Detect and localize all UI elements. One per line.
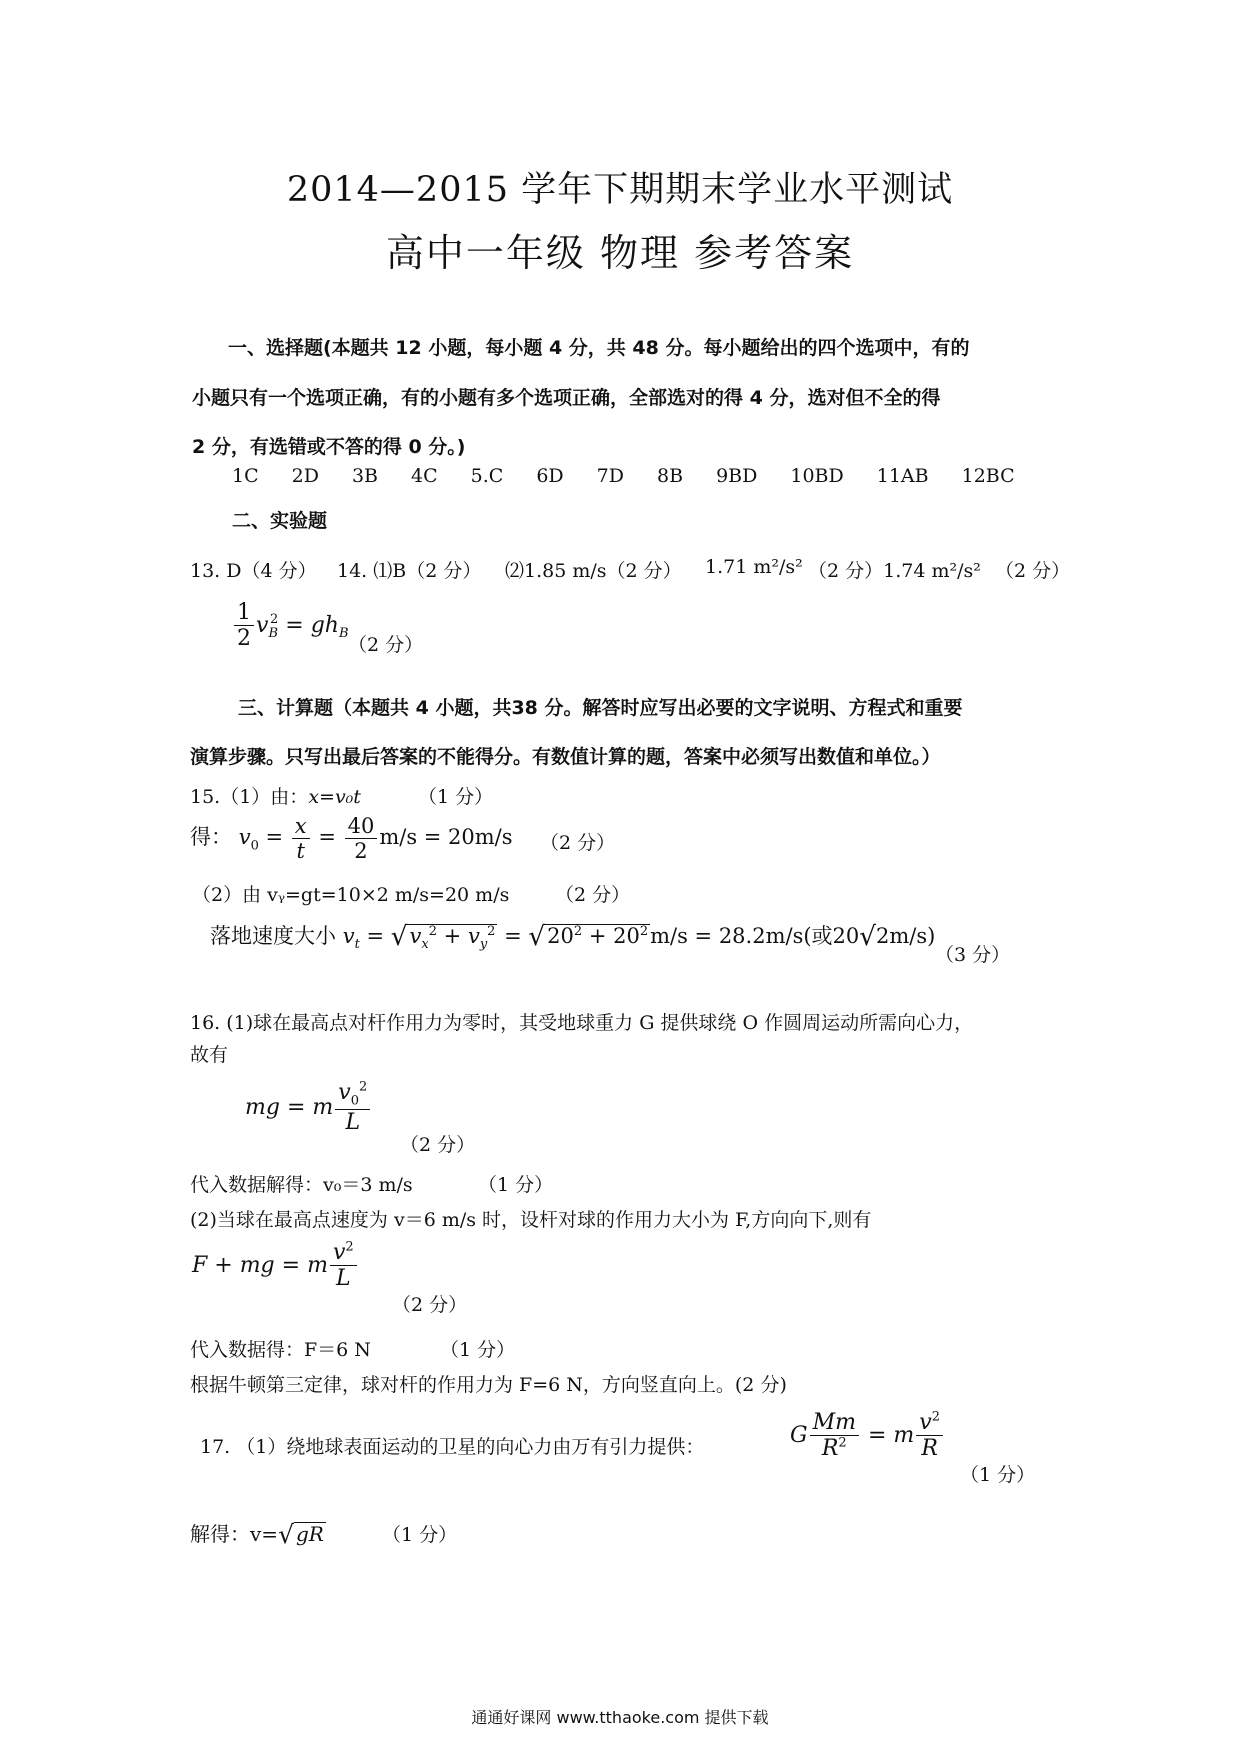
q15-step4: 落地速度大小 $v_t = √v_x^2 + v_y^2 = √20^2 + 20^2m/s = 28.2m/s$(或20√2m/s) — [210, 922, 936, 953]
page-subtitle: 高中一年级 物理 参考答案 — [385, 231, 855, 275]
section3-heading-line1: 三、计算题（本题共 4 小题，共38 分。解答时应写出必要的文字说明、方程式和重要 — [238, 697, 963, 719]
q14-part3b: （2 分）1.74 m²/s² — [808, 560, 981, 582]
q15-step1-score: （1 分） — [418, 786, 494, 808]
q15-step2-score: （2 分） — [540, 832, 616, 854]
q16-part1-result-score: （1 分） — [478, 1174, 554, 1196]
answer-item: 1C — [232, 465, 259, 487]
answer-item: 3B — [351, 465, 379, 487]
energy-equation-score: （2 分） — [348, 634, 424, 656]
q16-equation1-score: （2 分） — [400, 1134, 476, 1156]
answer-item: 8B — [657, 465, 684, 487]
q17-equation1: G $\frac{Mm}{R^2}$ = m $\frac{v^2}{R}$ — [790, 1410, 945, 1462]
page-title: 2014—2015 学年下期期末学业水平测试 — [286, 170, 954, 210]
answer-item: 11AB — [876, 465, 929, 487]
q14-part1: 14. ⑴B（2 分） — [337, 560, 482, 582]
q14-part2: ⑵1.85 m/s（2 分） — [505, 560, 682, 582]
q17-equation1-score: （1 分） — [960, 1464, 1036, 1486]
q15-step1: 15.（1）由：x=v₀t — [190, 786, 361, 808]
q16-conclusion: 根据牛顿第三定律，球对杆的作用力为 F=6 N，方向竖直向上。(2 分) — [190, 1374, 787, 1396]
q17-result-score: （1 分） — [382, 1524, 458, 1546]
answer-item: 7D — [596, 465, 624, 487]
q16-equation2-score: （2 分） — [392, 1294, 468, 1316]
q14-part3a: 1.71 m²/s² — [705, 556, 803, 578]
answer-item: 5.C — [470, 465, 504, 487]
section3-heading-line2: 演算步骤。只写出最后答案的不能得分。有数值计算的题，答案中必须写出数值和单位。） — [190, 746, 941, 768]
answer-item: 4C — [411, 465, 438, 487]
q16-equation1: mg = m $\frac{v_0^2}{L}$ — [245, 1080, 372, 1136]
q15-step4-score: （3 分） — [935, 944, 1011, 966]
q16-equation2: F + mg = m $\frac{v^2}{L}$ — [192, 1240, 359, 1292]
answer-item: 2D — [291, 465, 319, 487]
q15-step3: （2）由 vᵧ=gt=10×2 m/s=20 m/s — [192, 884, 510, 906]
answer-item: 10BD — [790, 465, 844, 487]
energy-equation: $\frac{1}{2}$ $v_B^2 = gh_B$ — [232, 600, 349, 652]
q17-result: 解得：v=√ gR — [190, 1520, 324, 1549]
q16-part2-line1: (2)当球在最高点速度为 v＝6 m/s 时，设杆对球的作用力大小为 F,方向向下,则有 — [190, 1209, 872, 1231]
q16-part1-line2: 故有 — [190, 1044, 229, 1066]
q16-part2-result-score: （1 分） — [440, 1339, 516, 1361]
answer-item: 9BD — [716, 465, 758, 487]
section1-heading-line1: 一、选择题(本题共 12 小题，每小题 4 分，共 48 分。每小题给出的四个选项中，有的 — [228, 337, 970, 359]
q15-step2: 得： $v_0$ = $\frac{x}{t}$ = $\frac{40}{2}$ m/s = 20m/s — [190, 814, 513, 864]
section2-heading: 二、实验题 — [232, 510, 328, 532]
q16-part1-result: 代入数据解得：v₀＝3 m/s — [190, 1174, 413, 1196]
q15-step3-score: （2 分） — [555, 884, 631, 906]
q16-part2-result: 代入数据得：F＝6 N — [190, 1339, 371, 1361]
q13-answer: 13. D（4 分） — [190, 560, 317, 582]
section1-heading-line3: 2 分，有选错或不答的得 0 分。) — [192, 436, 466, 458]
answer-item: 12BC — [961, 465, 1015, 487]
q17-part1: 17. （1）绕地球表面运动的卫星的向心力由万有引力提供： — [200, 1436, 705, 1458]
choice-answers — [232, 465, 1048, 487]
footer-text: 通通好课网 www.tthaoke.com 提供下载 — [471, 1708, 769, 1727]
answer-item: 6D — [536, 465, 564, 487]
section1-heading-line2: 小题只有一个选项正确，有的小题有多个选项正确，全部选对的得 4 分，选对但不全的得 — [192, 387, 941, 409]
q16-part1-line1: 16. (1)球在最高点对杆作用力为零时，其受地球重力 G 提供球绕 O 作圆周运动所需向心力， — [190, 1012, 974, 1034]
q14-part3c: （2 分） — [995, 560, 1071, 582]
